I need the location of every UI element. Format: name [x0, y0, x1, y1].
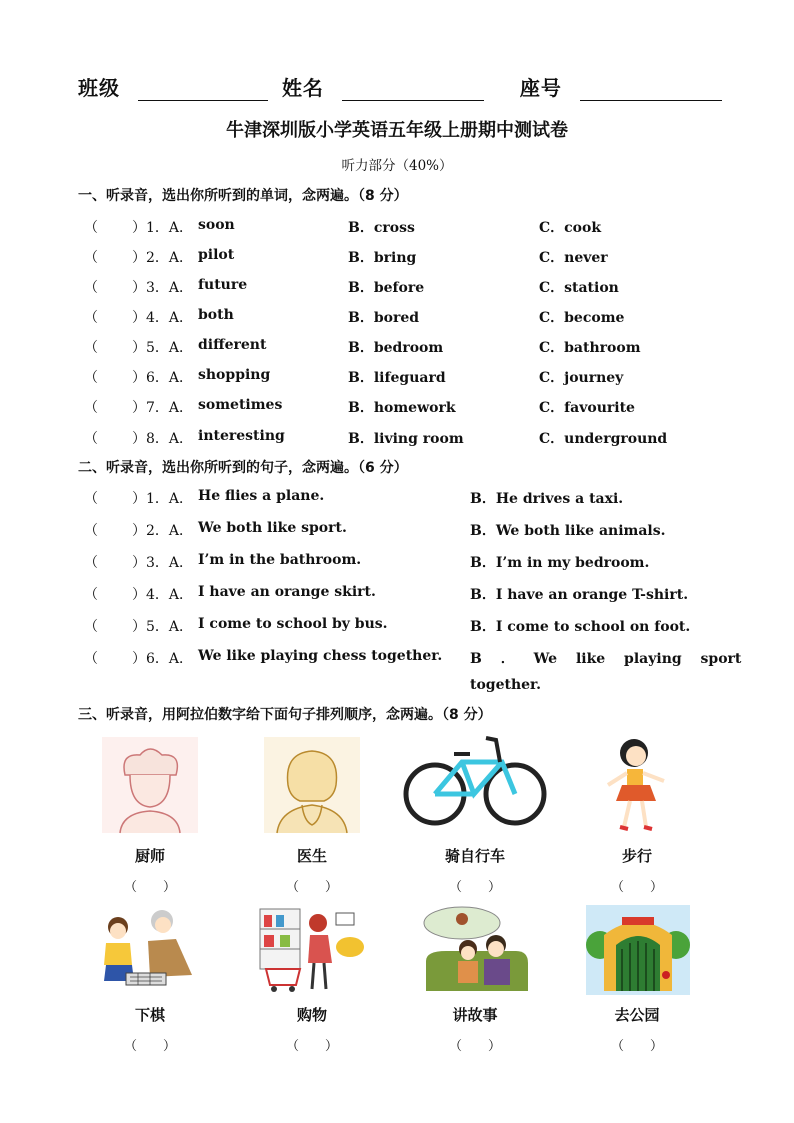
question-number: 1．A．: [146, 491, 194, 507]
caption-doctor: 医生: [296, 847, 327, 865]
sentence-a: I have an orange skirt.: [198, 584, 376, 600]
answer-paren-open[interactable]: （: [84, 280, 98, 296]
storytelling-icon: [420, 905, 532, 995]
option-a: pilot: [198, 247, 235, 263]
answer-paren-close: ）: [132, 310, 146, 326]
question-number: 4．A．: [146, 310, 194, 326]
bicycle-icon: [402, 732, 548, 827]
answer-blank[interactable]: （ ）: [610, 1039, 663, 1054]
answer-paren-close: ）: [132, 400, 146, 416]
section2-heading: 二、听录音，选出你所听到的句子，念两遍。（6 分）: [78, 460, 408, 476]
question-row: [84, 367, 714, 387]
answer-paren-close: ）: [132, 431, 146, 447]
question-row: [84, 648, 742, 668]
option-a: soon: [198, 217, 235, 233]
answer-paren-close: ）: [132, 491, 146, 507]
answer-blank[interactable]: （ ）: [448, 1039, 501, 1054]
question-number: 1．A．: [146, 220, 194, 236]
answer-paren-open[interactable]: （: [84, 431, 98, 447]
question-number: 7．A．: [146, 400, 194, 416]
answer-paren-open[interactable]: （: [84, 651, 98, 667]
question-number: 8．A．: [146, 431, 194, 447]
seat-label: 座号: [519, 76, 562, 100]
section1-heading: 一、听录音，选出你所听到的单词，念两遍。（8 分）: [78, 188, 408, 204]
option-b: B．bedroom: [348, 340, 444, 356]
park-gate-icon: [586, 905, 690, 995]
section3-heading: 三、听录音，用阿拉伯数字给下面句子排列顺序，念两遍。（8 分）: [78, 707, 492, 723]
answer-blank[interactable]: （ ）: [123, 1039, 176, 1054]
option-b: B．bored: [348, 310, 420, 326]
question-number: 5．A．: [146, 619, 194, 635]
question-row: [84, 552, 714, 572]
page-subtitle: 听力部分（40%）: [341, 158, 453, 174]
question-number: 2．A．: [146, 250, 194, 266]
class-blank[interactable]: [138, 78, 268, 101]
answer-paren-open[interactable]: （: [84, 220, 98, 236]
question-row: [84, 247, 714, 267]
sentence-b: B．We both like animals.: [470, 523, 666, 539]
sentence-a: I’m in the bathroom.: [198, 552, 362, 568]
option-b: B．homework: [348, 400, 456, 416]
answer-paren-close: ）: [132, 523, 146, 539]
option-c: C．cook: [539, 220, 602, 236]
option-c: C．never: [539, 250, 608, 266]
question-number: 2．A．: [146, 523, 194, 539]
sentence-a: I come to school by bus.: [198, 616, 388, 632]
sentence-a: He flies a plane.: [198, 488, 325, 504]
option-c: C．favourite: [539, 400, 635, 416]
question-row: [84, 428, 714, 448]
caption-bicycle: 骑自行车: [444, 847, 505, 865]
sentence-b: B．I’m in my bedroom.: [470, 555, 650, 571]
question-row: [84, 616, 714, 636]
answer-paren-open[interactable]: （: [84, 310, 98, 326]
sentence-b: B．I have an orange T-shirt.: [470, 587, 689, 603]
answer-paren-open[interactable]: （: [84, 587, 98, 603]
option-b: B．bring: [348, 250, 417, 266]
answer-paren-open[interactable]: （: [84, 555, 98, 571]
answer-paren-close: ）: [132, 370, 146, 386]
class-label: 班级: [78, 76, 120, 100]
doctor-icon: [262, 735, 362, 835]
question-row: [84, 677, 714, 697]
question-number: 3．A．: [146, 280, 194, 296]
question-row: [84, 488, 714, 508]
shopping-icon: [258, 905, 370, 995]
caption-chef: 厨师: [134, 847, 165, 865]
sentence-b: B．I come to school on foot.: [470, 619, 691, 635]
answer-blank[interactable]: （ ）: [448, 880, 501, 895]
answer-paren-open[interactable]: （: [84, 340, 98, 356]
page-title: 牛津深圳版小学英语五年级上册期中测试卷: [226, 120, 568, 141]
chef-icon: [100, 735, 200, 835]
answer-paren-close: ）: [132, 619, 146, 635]
answer-paren-open[interactable]: （: [84, 250, 98, 266]
option-c: C．become: [539, 310, 625, 326]
option-b: B．living room: [348, 431, 464, 447]
caption-walking: 步行: [621, 847, 652, 865]
answer-paren-close: ）: [132, 587, 146, 603]
name-blank[interactable]: [342, 78, 484, 101]
option-a: shopping: [198, 367, 271, 383]
answer-paren-open[interactable]: （: [84, 400, 98, 416]
question-number: 6．A．: [146, 651, 194, 667]
answer-paren-open[interactable]: （: [84, 619, 98, 635]
answer-paren-open[interactable]: （: [84, 523, 98, 539]
option-a: sometimes: [198, 397, 283, 413]
option-a: both: [198, 307, 234, 323]
chess-icon: [96, 905, 206, 995]
sentence-a: We both like sport.: [198, 520, 347, 536]
question-row: [84, 277, 714, 297]
answer-paren-close: ）: [132, 220, 146, 236]
answer-paren-open[interactable]: （: [84, 370, 98, 386]
sentence-a: We like playing chess together.: [198, 648, 443, 664]
walking-girl-icon: [594, 735, 678, 835]
answer-blank[interactable]: （ ）: [285, 880, 338, 895]
student-info-header: [78, 72, 722, 101]
option-c: C．bathroom: [539, 340, 641, 356]
sentence-b: B．He drives a taxi.: [470, 491, 624, 507]
answer-blank[interactable]: （ ）: [610, 880, 663, 895]
answer-paren-close: ）: [132, 280, 146, 296]
answer-paren-close: ）: [132, 340, 146, 356]
option-b: B．before: [348, 280, 425, 296]
answer-paren-close: ）: [132, 555, 146, 571]
sentence-b-continuation: together.: [470, 677, 542, 693]
option-a: interesting: [198, 428, 285, 444]
caption-shopping: 购物: [296, 1006, 327, 1024]
answer-blank[interactable]: （ ）: [123, 880, 176, 895]
option-a: different: [198, 337, 267, 353]
question-row: [84, 217, 714, 237]
question-row: [84, 397, 714, 417]
caption-chess: 下棋: [134, 1006, 165, 1024]
sentence-b: B ． We like playing sport: [470, 651, 742, 667]
answer-paren-close: ）: [132, 651, 146, 667]
answer-blank[interactable]: （ ）: [285, 1039, 338, 1054]
seat-blank[interactable]: [580, 78, 722, 101]
answer-paren-close: ）: [132, 250, 146, 266]
answer-paren-open[interactable]: （: [84, 491, 98, 507]
caption-storytelling: 讲故事: [452, 1006, 498, 1024]
question-number: 6．A．: [146, 370, 194, 386]
question-number: 4．A．: [146, 587, 194, 603]
option-a: future: [198, 277, 248, 293]
option-b: B．cross: [348, 220, 415, 236]
question-row: [84, 307, 714, 327]
name-label: 姓名: [281, 76, 324, 100]
caption-park: 去公园: [614, 1006, 660, 1024]
option-c: C．underground: [539, 431, 668, 447]
question-number: 3．A．: [146, 555, 194, 571]
question-row: [84, 337, 714, 357]
option-b: B．lifeguard: [348, 370, 446, 386]
question-number: 5．A．: [146, 340, 194, 356]
question-row: [84, 520, 714, 540]
option-c: C．station: [539, 280, 619, 296]
option-c: C．journey: [539, 370, 624, 386]
question-row: [84, 584, 714, 604]
